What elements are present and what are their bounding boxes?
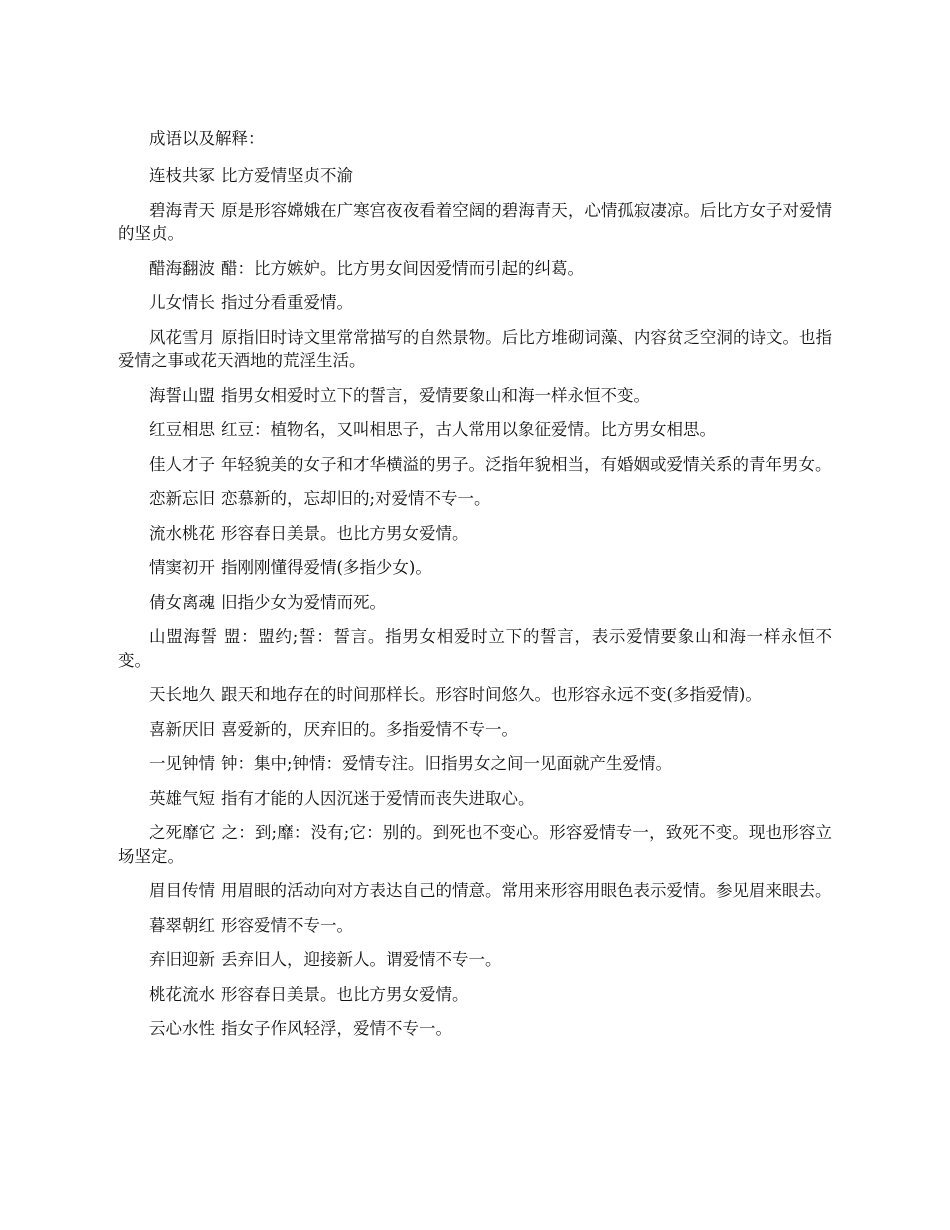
idiom-definition: 形容春日美景。也比方男女爱情。 [221,984,469,1004]
idiom-term: 红豆相思 [149,420,215,439]
idiom-definition: 丢弃旧人，迎接新人。谓爱情不专一。 [221,950,502,969]
idiom-definition: 指有才能的人因沉迷于爱情而丧失进取心。 [221,788,535,808]
idiom-entry [118,879,832,903]
idiom-term: 天长地久 [149,685,215,704]
idiom-definition: 年轻貌美的女子和才华横溢的男子。泛指年貌相当，有婚姻或爱情关系的青年男女。 [221,454,832,474]
idiom-definition: 恋慕新的，忘却旧的;对爱情不专一。 [221,489,491,508]
idiom-entry [118,326,832,373]
idiom-entry [118,487,832,511]
idiom-definition: 原指旧时诗文里常常描写的自然景物。后比方堆砌词藻、内容贫乏空洞的诗文。也指爱情之事或花天酒地的荒淫生活。 [118,327,833,370]
idiom-term: 连枝共冢 [149,166,215,185]
idiom-term: 流水桃花 [149,523,215,543]
idiom-term: 海誓山盟 [149,385,215,405]
idiom-entry [118,683,832,707]
idiom-term: 暮翠朝红 [149,915,215,935]
idiom-term: 情窦初开 [149,558,215,577]
idiom-term: 桃花流水 [149,984,215,1004]
idiom-entry [118,1017,832,1041]
idiom-term: 之死靡它 [149,823,216,842]
idiom-definition: 指刚刚懂得爱情(多指少女)。 [221,558,432,577]
idiom-definition: 盟：盟约;誓：誓言。指男女相爱时立下的誓言，表示爱情要象山和海一样永恒不变。 [118,627,833,670]
idiom-term: 倩女离魂 [149,592,215,612]
idiom-definition: 指过分看重爱情。 [221,293,353,312]
idiom-entry [118,556,832,580]
idiom-entry [118,418,832,442]
idiom-entry [118,752,832,776]
idiom-term: 风花雪月 [149,327,216,347]
idiom-term: 喜新厌旧 [149,719,215,739]
idiom-entry [118,718,832,742]
idiom-entry [118,384,832,408]
idiom-definition: 之：到;靡：没有;它：别的。到死也不变心。形容爱情专一，致死不变。现也形容立场坚定。 [118,823,832,866]
idiom-entry [118,983,832,1007]
idiom-definition: 旧指少女为爱情而死。 [221,592,386,612]
idiom-entry [118,257,832,281]
idiom-term: 一见钟情 [149,754,215,773]
idiom-entry [118,821,832,868]
idiom-entry [118,787,832,811]
idiom-term: 醋海翻波 [149,258,215,278]
idiom-entry [118,199,832,246]
idiom-definition: 形容春日美景。也比方男女爱情。 [221,523,469,543]
idiom-definition: 比方爱情坚贞不渝 [221,166,353,185]
idiom-term: 弃旧迎新 [149,950,215,969]
idiom-entry [118,625,832,672]
idiom-entry [118,591,832,615]
idiom-term: 眉目传情 [149,881,215,900]
idiom-entry [118,291,832,315]
document-heading: 成语以及解释： [149,129,265,148]
idiom-entry [118,453,832,477]
idiom-definition: 钟：集中;钟情：爱情专注。旧指男女之间一见面就产生爱情。 [221,754,673,773]
idiom-term: 碧海青天 [149,200,216,220]
idiom-definition: 形容爱情不专一。 [221,915,353,935]
idiom-entry [118,164,832,188]
idiom-definition: 喜爱新的，厌弃旧的。多指爱情不专一。 [221,719,518,739]
idiom-definition: 用眉眼的活动向对方表达自己的情意。常用来形容用眼色表示爱情。参见眉来眼去。 [221,881,832,900]
idiom-definition: 指女子作风轻浮，爱情不专一。 [221,1019,452,1038]
idiom-definition: 红豆：植物名，又叫相思子，古人常用以象征爱情。比方男女相思。 [221,420,716,439]
idiom-definition: 跟天和地存在的时间那样长。形容时间悠久。也形容永远不变(多指爱情)。 [221,685,762,704]
idiom-term: 云心水性 [149,1019,215,1038]
idiom-definition: 醋：比方嫉妒。比方男女间因爱情而引起的纠葛。 [221,258,584,278]
idiom-definition: 指男女相爱时立下的誓言，爱情要象山和海一样永恒不变。 [221,385,650,405]
idiom-entry [118,948,832,972]
idiom-term: 佳人才子 [149,454,215,474]
idiom-entry [118,522,832,546]
idiom-term: 山盟海誓 [149,627,218,646]
idiom-term: 恋新忘旧 [149,489,215,508]
idiom-entry [118,914,832,938]
idiom-definition: 原是形容嫦娥在广寒宫夜夜看着空阔的碧海青天，心情孤寂凄凉。后比方女子对爱情的坚贞。 [118,200,833,243]
idiom-term: 英雄气短 [149,788,215,808]
idiom-term: 儿女情长 [149,293,215,312]
